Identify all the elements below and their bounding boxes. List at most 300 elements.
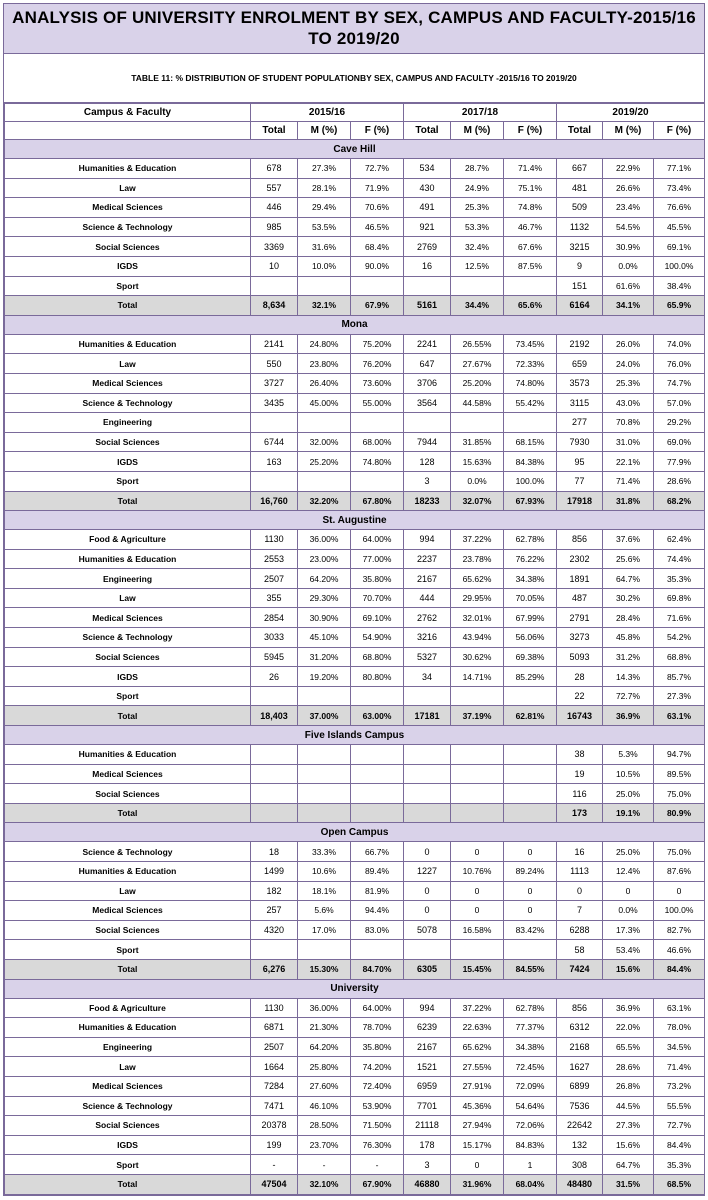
female-pct-2017-18: 65.6% bbox=[504, 296, 557, 316]
table-row bbox=[5, 647, 705, 667]
total-2017-18 bbox=[404, 803, 451, 823]
female-pct-2019-20: 82.7% bbox=[654, 920, 705, 940]
total-2017-18: 46880 bbox=[404, 1174, 451, 1194]
male-pct-2019-20: 70.8% bbox=[603, 413, 654, 433]
female-pct-2019-20: 75.0% bbox=[654, 842, 705, 862]
female-pct-2015-16: 84.70% bbox=[351, 959, 404, 979]
female-pct-2015-16: 69.10% bbox=[351, 608, 404, 628]
male-pct-2015-16: 31.20% bbox=[298, 647, 351, 667]
male-pct-2019-20: 34.1% bbox=[603, 296, 654, 316]
total-row bbox=[5, 959, 705, 979]
female-pct-header: F (%) bbox=[504, 122, 557, 140]
faculty-name: Science & Technology bbox=[5, 628, 251, 648]
male-pct-2015-16: 23.00% bbox=[298, 549, 351, 569]
male-pct-2017-18 bbox=[451, 686, 504, 706]
female-pct-2017-18: 0 bbox=[504, 842, 557, 862]
table-row bbox=[5, 198, 705, 218]
female-pct-2019-20: 73.2% bbox=[654, 1076, 705, 1096]
male-pct-2015-16: - bbox=[298, 1155, 351, 1175]
male-pct-2019-20: 31.8% bbox=[603, 491, 654, 511]
total-2017-18: 534 bbox=[404, 159, 451, 179]
total-2015-16 bbox=[251, 276, 298, 296]
male-pct-2017-18: 22.63% bbox=[451, 1018, 504, 1038]
faculty-name: Food & Agriculture bbox=[5, 530, 251, 550]
total-2015-16: 8,634 bbox=[251, 296, 298, 316]
male-pct-2015-16 bbox=[298, 803, 351, 823]
female-pct-2017-18: 62.78% bbox=[504, 530, 557, 550]
male-pct-2015-16: 53.5% bbox=[298, 217, 351, 237]
female-pct-2019-20: 63.1% bbox=[654, 998, 705, 1018]
male-pct-2017-18: 23.78% bbox=[451, 549, 504, 569]
table-row bbox=[5, 998, 705, 1018]
total-2019-20: 6312 bbox=[557, 1018, 603, 1038]
table-row bbox=[5, 667, 705, 687]
male-pct-2017-18: 15.17% bbox=[451, 1135, 504, 1155]
total-label: Total bbox=[5, 296, 251, 316]
male-pct-2017-18: 32.01% bbox=[451, 608, 504, 628]
total-2019-20: 77 bbox=[557, 471, 603, 491]
female-pct-header: F (%) bbox=[351, 122, 404, 140]
female-pct-2017-18: 85.29% bbox=[504, 667, 557, 687]
total-2017-18: 2241 bbox=[404, 334, 451, 354]
total-2017-18: 5327 bbox=[404, 647, 451, 667]
female-pct-2015-16: 76.20% bbox=[351, 354, 404, 374]
male-pct-2017-18: 25.20% bbox=[451, 373, 504, 393]
faculty-name: Medical Sciences bbox=[5, 901, 251, 921]
female-pct-2017-18: 54.64% bbox=[504, 1096, 557, 1116]
male-pct-2019-20: 25.6% bbox=[603, 549, 654, 569]
male-pct-2015-16: 36.00% bbox=[298, 998, 351, 1018]
table-row bbox=[5, 471, 705, 491]
campus-header-row bbox=[5, 511, 705, 530]
total-2019-20: 6899 bbox=[557, 1076, 603, 1096]
male-pct-2015-16 bbox=[298, 784, 351, 804]
table-row bbox=[5, 432, 705, 452]
female-pct-2015-16 bbox=[351, 413, 404, 433]
male-pct-2017-18 bbox=[451, 413, 504, 433]
female-pct-2015-16: 54.90% bbox=[351, 628, 404, 648]
table-row bbox=[5, 1116, 705, 1136]
table-row bbox=[5, 862, 705, 882]
female-pct-2019-20: 68.8% bbox=[654, 647, 705, 667]
male-pct-2019-20: 28.6% bbox=[603, 1057, 654, 1077]
faculty-name: Science & Technology bbox=[5, 1096, 251, 1116]
female-pct-2019-20: 69.8% bbox=[654, 588, 705, 608]
header-row-subcolumns bbox=[5, 122, 705, 140]
total-label: Total bbox=[5, 491, 251, 511]
male-pct-2015-16: 23.80% bbox=[298, 354, 351, 374]
total-label: Total bbox=[5, 803, 251, 823]
female-pct-2015-16 bbox=[351, 471, 404, 491]
male-pct-2017-18: 12.5% bbox=[451, 256, 504, 276]
campus-header-row bbox=[5, 823, 705, 842]
total-2015-16 bbox=[251, 686, 298, 706]
female-pct-2019-20: 68.5% bbox=[654, 1174, 705, 1194]
male-pct-2015-16: 45.00% bbox=[298, 393, 351, 413]
male-pct-2015-16: 45.10% bbox=[298, 628, 351, 648]
male-pct-2019-20: 15.6% bbox=[603, 1135, 654, 1155]
female-pct-2017-18: 84.38% bbox=[504, 452, 557, 472]
table-row bbox=[5, 1096, 705, 1116]
female-pct-2019-20: 71.6% bbox=[654, 608, 705, 628]
total-2017-18: 16 bbox=[404, 256, 451, 276]
faculty-name: Social Sciences bbox=[5, 647, 251, 667]
campus-faculty-header: Campus & Faculty bbox=[5, 104, 251, 122]
female-pct-2015-16: 53.90% bbox=[351, 1096, 404, 1116]
total-2019-20: 38 bbox=[557, 745, 603, 765]
female-pct-2019-20: 85.7% bbox=[654, 667, 705, 687]
total-row bbox=[5, 1174, 705, 1194]
total-label: Total bbox=[5, 959, 251, 979]
female-pct-2019-20: 55.5% bbox=[654, 1096, 705, 1116]
total-header: Total bbox=[251, 122, 298, 140]
male-pct-2019-20: 30.9% bbox=[603, 237, 654, 257]
male-pct-2015-16: 10.6% bbox=[298, 862, 351, 882]
male-pct-2019-20: 14.3% bbox=[603, 667, 654, 687]
female-pct-2019-20: 74.7% bbox=[654, 373, 705, 393]
female-pct-2017-18: 83.42% bbox=[504, 920, 557, 940]
female-pct-2019-20: 100.0% bbox=[654, 901, 705, 921]
total-2019-20: 16 bbox=[557, 842, 603, 862]
male-pct-2015-16: 15.30% bbox=[298, 959, 351, 979]
total-2015-16: 18,403 bbox=[251, 706, 298, 726]
faculty-name: Sport bbox=[5, 940, 251, 960]
male-pct-header: M (%) bbox=[603, 122, 654, 140]
female-pct-2017-18: 69.38% bbox=[504, 647, 557, 667]
male-pct-2015-16: 26.40% bbox=[298, 373, 351, 393]
campus-name: Mona bbox=[5, 315, 705, 334]
female-pct-2017-18: 72.06% bbox=[504, 1116, 557, 1136]
total-2017-18: 3 bbox=[404, 1155, 451, 1175]
faculty-name: Engineering bbox=[5, 1037, 251, 1057]
male-pct-2019-20: 22.0% bbox=[603, 1018, 654, 1038]
faculty-name: Law bbox=[5, 1057, 251, 1077]
female-pct-2019-20: 65.9% bbox=[654, 296, 705, 316]
female-pct-2015-16: 55.00% bbox=[351, 393, 404, 413]
table-row bbox=[5, 354, 705, 374]
female-pct-2017-18 bbox=[504, 276, 557, 296]
table-row bbox=[5, 569, 705, 589]
male-pct-2015-16: 25.80% bbox=[298, 1057, 351, 1077]
male-pct-2017-18: 37.22% bbox=[451, 530, 504, 550]
male-pct-2015-16: 64.20% bbox=[298, 569, 351, 589]
male-pct-2017-18: 37.22% bbox=[451, 998, 504, 1018]
female-pct-2015-16: 89.4% bbox=[351, 862, 404, 882]
total-2015-16: 355 bbox=[251, 588, 298, 608]
table-row bbox=[5, 159, 705, 179]
female-pct-2015-16: 64.00% bbox=[351, 998, 404, 1018]
male-pct-2017-18: 32.07% bbox=[451, 491, 504, 511]
total-2015-16: 26 bbox=[251, 667, 298, 687]
male-pct-2019-20: 28.4% bbox=[603, 608, 654, 628]
male-pct-2019-20: 43.0% bbox=[603, 393, 654, 413]
male-pct-2017-18: 44.58% bbox=[451, 393, 504, 413]
total-2019-20: 132 bbox=[557, 1135, 603, 1155]
total-2017-18: 0 bbox=[404, 881, 451, 901]
male-pct-2017-18 bbox=[451, 940, 504, 960]
female-pct-2017-18: 56.06% bbox=[504, 628, 557, 648]
male-pct-2017-18: 15.45% bbox=[451, 959, 504, 979]
table-row bbox=[5, 1037, 705, 1057]
male-pct-2019-20: 31.5% bbox=[603, 1174, 654, 1194]
male-pct-2017-18: 31.85% bbox=[451, 432, 504, 452]
female-pct-2019-20: 73.4% bbox=[654, 178, 705, 198]
male-pct-2017-18 bbox=[451, 784, 504, 804]
faculty-name: Medical Sciences bbox=[5, 373, 251, 393]
female-pct-2015-16: - bbox=[351, 1155, 404, 1175]
female-pct-2017-18 bbox=[504, 413, 557, 433]
male-pct-2017-18: 34.4% bbox=[451, 296, 504, 316]
total-2015-16: 678 bbox=[251, 159, 298, 179]
total-row bbox=[5, 706, 705, 726]
total-2019-20: 3573 bbox=[557, 373, 603, 393]
total-2019-20: 173 bbox=[557, 803, 603, 823]
male-pct-2017-18: 10.76% bbox=[451, 862, 504, 882]
female-pct-2019-20: 75.0% bbox=[654, 784, 705, 804]
female-pct-2019-20: 35.3% bbox=[654, 569, 705, 589]
female-pct-2017-18: 55.42% bbox=[504, 393, 557, 413]
faculty-name: Humanities & Education bbox=[5, 549, 251, 569]
male-pct-2017-18 bbox=[451, 745, 504, 765]
year-header: 2019/20 bbox=[557, 104, 705, 122]
table-row bbox=[5, 901, 705, 921]
faculty-name: IGDS bbox=[5, 452, 251, 472]
total-2019-20: 1627 bbox=[557, 1057, 603, 1077]
female-pct-2019-20: 80.9% bbox=[654, 803, 705, 823]
faculty-name: Food & Agriculture bbox=[5, 998, 251, 1018]
male-pct-2019-20: 31.2% bbox=[603, 647, 654, 667]
female-pct-header: F (%) bbox=[654, 122, 705, 140]
male-pct-2019-20: 64.7% bbox=[603, 569, 654, 589]
total-2019-20: 856 bbox=[557, 998, 603, 1018]
male-pct-2019-20: 0.0% bbox=[603, 901, 654, 921]
table-row bbox=[5, 764, 705, 784]
total-2017-18 bbox=[404, 276, 451, 296]
total-2017-18: 921 bbox=[404, 217, 451, 237]
female-pct-2017-18: 0 bbox=[504, 881, 557, 901]
total-2019-20: 3215 bbox=[557, 237, 603, 257]
total-2019-20: 509 bbox=[557, 198, 603, 218]
total-2015-16: 2553 bbox=[251, 549, 298, 569]
total-2015-16: - bbox=[251, 1155, 298, 1175]
total-2019-20: 7 bbox=[557, 901, 603, 921]
total-2019-20: 9 bbox=[557, 256, 603, 276]
male-pct-2019-20: 22.9% bbox=[603, 159, 654, 179]
total-2015-16 bbox=[251, 471, 298, 491]
total-2017-18: 2769 bbox=[404, 237, 451, 257]
total-2015-16: 557 bbox=[251, 178, 298, 198]
male-pct-header: M (%) bbox=[298, 122, 351, 140]
male-pct-2017-18: 16.58% bbox=[451, 920, 504, 940]
total-2017-18: 6239 bbox=[404, 1018, 451, 1038]
female-pct-2015-16: 46.5% bbox=[351, 217, 404, 237]
male-pct-2019-20: 61.6% bbox=[603, 276, 654, 296]
campus-name: Five Islands Campus bbox=[5, 726, 705, 745]
female-pct-2015-16: 70.6% bbox=[351, 198, 404, 218]
male-pct-2019-20: 36.9% bbox=[603, 998, 654, 1018]
campus-header-row bbox=[5, 979, 705, 998]
total-2015-16: 3033 bbox=[251, 628, 298, 648]
female-pct-2017-18: 68.15% bbox=[504, 432, 557, 452]
faculty-name: Medical Sciences bbox=[5, 198, 251, 218]
female-pct-2019-20: 87.6% bbox=[654, 862, 705, 882]
female-pct-2015-16: 77.00% bbox=[351, 549, 404, 569]
total-2015-16: 2507 bbox=[251, 569, 298, 589]
table-row bbox=[5, 1135, 705, 1155]
total-header: Total bbox=[404, 122, 451, 140]
male-pct-2015-16: 32.1% bbox=[298, 296, 351, 316]
male-pct-2015-16: 28.1% bbox=[298, 178, 351, 198]
table-row bbox=[5, 530, 705, 550]
total-2019-20: 3273 bbox=[557, 628, 603, 648]
female-pct-2017-18: 100.0% bbox=[504, 471, 557, 491]
table-row bbox=[5, 217, 705, 237]
total-2019-20: 6288 bbox=[557, 920, 603, 940]
faculty-name: Engineering bbox=[5, 569, 251, 589]
female-pct-2015-16: 81.9% bbox=[351, 881, 404, 901]
female-pct-2015-16 bbox=[351, 276, 404, 296]
male-pct-2015-16: 29.30% bbox=[298, 588, 351, 608]
faculty-name: Humanities & Education bbox=[5, 745, 251, 765]
total-2017-18 bbox=[404, 413, 451, 433]
male-pct-2015-16: 5.6% bbox=[298, 901, 351, 921]
female-pct-2019-20: 69.0% bbox=[654, 432, 705, 452]
male-pct-2017-18: 0 bbox=[451, 901, 504, 921]
total-2019-20: 659 bbox=[557, 354, 603, 374]
campus-name: Cave Hill bbox=[5, 140, 705, 159]
total-2017-18: 0 bbox=[404, 901, 451, 921]
male-pct-2019-20: 0.0% bbox=[603, 256, 654, 276]
male-pct-2017-18: 27.94% bbox=[451, 1116, 504, 1136]
faculty-name: Social Sciences bbox=[5, 920, 251, 940]
total-2017-18: 34 bbox=[404, 667, 451, 687]
total-2015-16 bbox=[251, 764, 298, 784]
faculty-name: Science & Technology bbox=[5, 842, 251, 862]
male-pct-2019-20: 27.3% bbox=[603, 1116, 654, 1136]
male-pct-2015-16: 19.20% bbox=[298, 667, 351, 687]
total-2019-20: 48480 bbox=[557, 1174, 603, 1194]
male-pct-2017-18: 27.91% bbox=[451, 1076, 504, 1096]
total-2017-18: 1227 bbox=[404, 862, 451, 882]
male-pct-2017-18: 27.67% bbox=[451, 354, 504, 374]
total-2017-18: 0 bbox=[404, 842, 451, 862]
total-2019-20: 856 bbox=[557, 530, 603, 550]
female-pct-2019-20: 34.5% bbox=[654, 1037, 705, 1057]
male-pct-2015-16: 21.30% bbox=[298, 1018, 351, 1038]
table-row bbox=[5, 745, 705, 765]
total-2017-18: 2167 bbox=[404, 569, 451, 589]
male-pct-2019-20: 17.3% bbox=[603, 920, 654, 940]
male-pct-2017-18: 28.7% bbox=[451, 159, 504, 179]
female-pct-2017-18: 84.55% bbox=[504, 959, 557, 979]
faculty-name: Social Sciences bbox=[5, 1116, 251, 1136]
female-pct-2015-16: 72.40% bbox=[351, 1076, 404, 1096]
total-2019-20: 17918 bbox=[557, 491, 603, 511]
total-row bbox=[5, 491, 705, 511]
female-pct-2019-20: 84.4% bbox=[654, 1135, 705, 1155]
total-2019-20: 0 bbox=[557, 881, 603, 901]
male-pct-2019-20: 37.6% bbox=[603, 530, 654, 550]
female-pct-2017-18 bbox=[504, 784, 557, 804]
female-pct-2019-20: 76.6% bbox=[654, 198, 705, 218]
faculty-name: Engineering bbox=[5, 413, 251, 433]
total-row bbox=[5, 296, 705, 316]
total-2015-16: 10 bbox=[251, 256, 298, 276]
male-pct-2019-20: 54.5% bbox=[603, 217, 654, 237]
table-row bbox=[5, 256, 705, 276]
female-pct-2019-20: 69.1% bbox=[654, 237, 705, 257]
female-pct-2019-20: 76.0% bbox=[654, 354, 705, 374]
female-pct-2017-18: 62.81% bbox=[504, 706, 557, 726]
male-pct-2019-20: 36.9% bbox=[603, 706, 654, 726]
blank-header-cell bbox=[5, 122, 251, 140]
male-pct-2015-16 bbox=[298, 686, 351, 706]
male-pct-2017-18: 15.63% bbox=[451, 452, 504, 472]
total-2017-18: 17181 bbox=[404, 706, 451, 726]
total-2015-16 bbox=[251, 803, 298, 823]
male-pct-2015-16: 37.00% bbox=[298, 706, 351, 726]
faculty-name: Social Sciences bbox=[5, 784, 251, 804]
female-pct-2019-20: 35.3% bbox=[654, 1155, 705, 1175]
female-pct-2019-20: 27.3% bbox=[654, 686, 705, 706]
report-title: ANALYSIS OF UNIVERSITY ENROLMENT BY SEX, CAMPUS AND FACULTY-2015/16 TO 2019/20 bbox=[4, 4, 704, 54]
female-pct-2017-18: 34.38% bbox=[504, 1037, 557, 1057]
total-2019-20: 28 bbox=[557, 667, 603, 687]
female-pct-2019-20: 71.4% bbox=[654, 1057, 705, 1077]
female-pct-2015-16 bbox=[351, 764, 404, 784]
faculty-name: Sport bbox=[5, 471, 251, 491]
male-pct-2015-16: 64.20% bbox=[298, 1037, 351, 1057]
total-2019-20: 58 bbox=[557, 940, 603, 960]
female-pct-2019-20: 54.2% bbox=[654, 628, 705, 648]
total-2017-18: 21118 bbox=[404, 1116, 451, 1136]
female-pct-2017-18: 1 bbox=[504, 1155, 557, 1175]
total-2015-16: 1499 bbox=[251, 862, 298, 882]
table-row bbox=[5, 452, 705, 472]
total-2015-16: 5945 bbox=[251, 647, 298, 667]
faculty-name: IGDS bbox=[5, 256, 251, 276]
female-pct-2019-20: 100.0% bbox=[654, 256, 705, 276]
male-pct-2015-16: 31.6% bbox=[298, 237, 351, 257]
female-pct-2019-20: 84.4% bbox=[654, 959, 705, 979]
female-pct-2015-16: 67.90% bbox=[351, 1174, 404, 1194]
total-2019-20: 667 bbox=[557, 159, 603, 179]
table-row bbox=[5, 940, 705, 960]
faculty-name: IGDS bbox=[5, 1135, 251, 1155]
enrolment-table bbox=[4, 103, 705, 1195]
faculty-name: Humanities & Education bbox=[5, 862, 251, 882]
male-pct-2019-20: 30.2% bbox=[603, 588, 654, 608]
male-pct-2017-18: 37.19% bbox=[451, 706, 504, 726]
faculty-name: Sport bbox=[5, 1155, 251, 1175]
female-pct-2015-16: 73.60% bbox=[351, 373, 404, 393]
total-2019-20: 1132 bbox=[557, 217, 603, 237]
female-pct-2015-16: 63.00% bbox=[351, 706, 404, 726]
male-pct-2019-20: 26.0% bbox=[603, 334, 654, 354]
total-2019-20: 7930 bbox=[557, 432, 603, 452]
total-2015-16: 163 bbox=[251, 452, 298, 472]
female-pct-2019-20: 68.2% bbox=[654, 491, 705, 511]
table-row bbox=[5, 393, 705, 413]
total-2019-20: 22642 bbox=[557, 1116, 603, 1136]
male-pct-2019-20: 0 bbox=[603, 881, 654, 901]
male-pct-2019-20: 5.3% bbox=[603, 745, 654, 765]
total-2015-16: 3435 bbox=[251, 393, 298, 413]
total-2015-16: 20378 bbox=[251, 1116, 298, 1136]
male-pct-2019-20: 19.1% bbox=[603, 803, 654, 823]
total-row bbox=[5, 803, 705, 823]
male-pct-2017-18: 0 bbox=[451, 842, 504, 862]
